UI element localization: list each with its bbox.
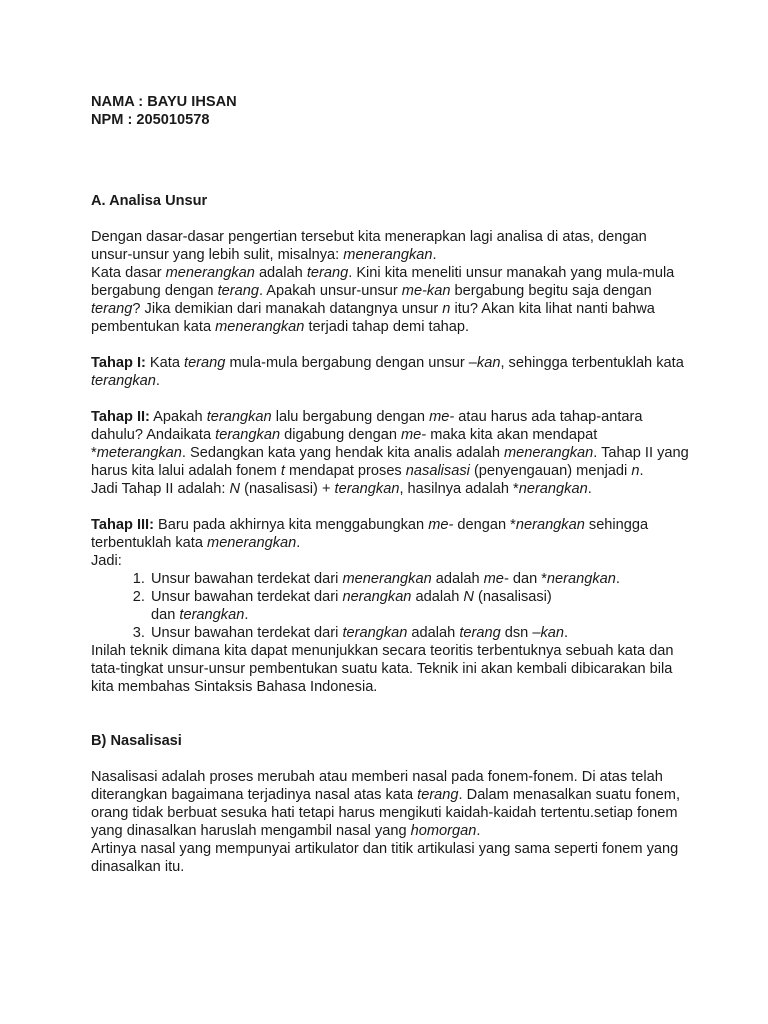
list-item: 2. Unsur bawahan terdekat dari nerangkan adalah N (nasalisasi) dan terangkan. xyxy=(149,588,691,624)
tahap-1-paragraph: Tahap I: Kata terang mula-mula bergabung dengan unsur –kan, sehingga terbentuklah kata terangkan. xyxy=(91,355,684,389)
document-page xyxy=(91,93,691,876)
student-npm: NPM : 205010578 xyxy=(91,112,210,128)
tahap-2-paragraph: Tahap II: Apakah terangkan lalu bergabung dengan me- atau harus ada tahap-antara dahulu? Andaikata terangkan digabung dengan me- maka kita akan mendapat *meterangkan. Sedangkan kata yang hendak kita analis adalah menerangkan. Tahap II yang harus kita lalui adalah fonem t mendapat proses nasalisasi (penyengauan) menjadi n. Jadi Tahap II adalah: N (nasalisasi) + terangkan, hasilnya adalah *nerangkan. xyxy=(91,409,689,497)
student-name: NAMA : BAYU IHSAN xyxy=(91,94,237,110)
section-a-closing: Inilah teknik dimana kita dapat menunjukkan secara teoritis terbentuknya sebuah kata dan tata-tingkat unsur-unsur pembentukan suatu kata. Teknik ini akan kembali dibicarakan bila kita membahas Sintaksis Bahasa Indonesia. xyxy=(91,643,674,695)
list-item: 3. Unsur bawahan terdekat dari terangkan adalah terang dsn –kan. xyxy=(149,624,691,642)
analysis-list xyxy=(91,570,691,642)
section-b-body: Nasalisasi adalah proses merubah atau memberi nasal pada fonem-fonem. Di atas telah diterangkan bagaimana terjadinya nasal atas kata terang. Dalam menasalkan suatu fonem, orang tidak berbuat sesuka hati tetapi harus mengikuti kaidah-kaidah tertentu.setiap fonem yang dinasalkan haruslah mengambil nasal yang homorgan. Artinya nasal yang mempunyai artikulator dan titik artikulasi yang sama seperti fonem yang dinasalkan itu. xyxy=(91,769,680,875)
list-item: 1. Unsur bawahan terdekat dari menerangkan adalah me- dan *nerangkan. xyxy=(149,570,691,588)
section-b-heading: B) Nasalisasi xyxy=(91,733,182,749)
section-a-heading: A. Analisa Unsur xyxy=(91,193,208,209)
section-a-intro: Dengan dasar-dasar pengertian tersebut kita menerapkan lagi analisa di atas, dengan unsur-unsur yang lebih sulit, misalnya: menerangkan. Kata dasar menerangkan adalah terang. Kini kita meneliti unsur manakah yang mula-mula bergabung dengan terang. Apakah unsur-unsur me-kan bergabung begitu saja dengan terang? Jika demikian dari manakah datangnya unsur n itu? Akan kita lihat nanti bahwa pembentukan kata menerangkan terjadi tahap demi tahap. xyxy=(91,229,675,335)
tahap-3-paragraph: Tahap III: Baru pada akhirnya kita menggabungkan me- dengan *nerangkan sehingga terbentuklah kata menerangkan. Jadi: xyxy=(91,517,649,569)
